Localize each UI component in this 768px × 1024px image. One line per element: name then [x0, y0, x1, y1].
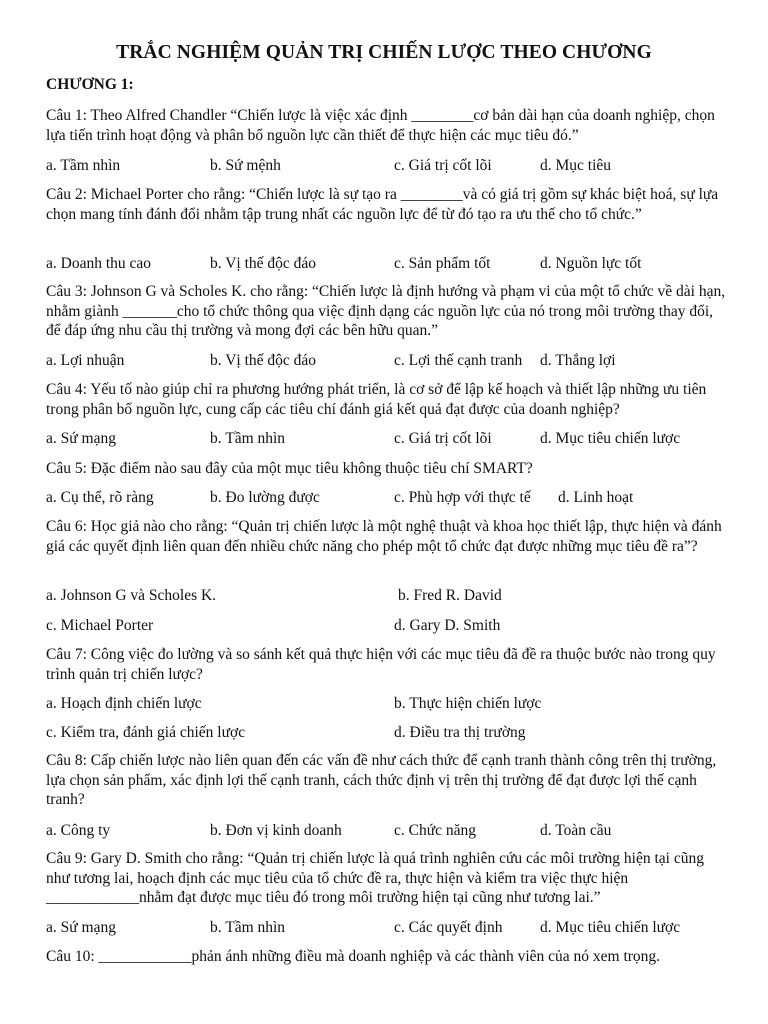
question-4-option-d: d. Mục tiêu chiến lược	[540, 430, 681, 447]
question-8-option-c: c. Chức năng	[394, 822, 477, 839]
question-8: Câu 8: Cấp chiến lược nào liên quan đến các vấn đề như cách thức để cạnh tranh thành công trên thị trường, lựa chọn sản phẩm, xác định lợi thế cạnh tranh, cách thức định vị trên thị trường để đạt được lợi thế cạnh tranh?	[46, 752, 717, 808]
question-6: Câu 6: Học giả nào cho rằng: “Quản trị chiến lược là một nghệ thuật và khoa học thiết lập, thực hiện và đánh giá các quyết định liên quan đến nhiều chức năng cho phép một tổ chức đạt được những mục tiêu đề ra”?	[46, 518, 722, 555]
question-5-option-d: d. Linh hoạt	[558, 489, 634, 506]
question-1-option-d: d. Mục tiêu	[540, 157, 612, 174]
question-7-option-b: b. Thực hiện chiến lược	[394, 695, 542, 712]
question-9-option-a: a. Sứ mạng	[46, 919, 116, 936]
question-7-option-d: d. Điều tra thị trường	[394, 724, 526, 741]
question-10: Câu 10: ____________phản ánh những điều mà doanh nghiệp và các thành viên của nó xem trọng.	[46, 948, 661, 965]
question-4: Câu 4: Yếu tố nào giúp chỉ ra phương hướng phát triển, là cơ sở để lập kế hoạch và thiết lập những ưu tiên trong phân bổ nguồn lực, cung cấp các tiêu chí đánh giá kết quả đạt được của doanh nghiệp?	[46, 381, 707, 418]
question-9-option-c: c. Các quyết định	[394, 919, 503, 936]
question-4-option-b: b. Tầm nhìn	[210, 430, 286, 447]
question-5-option-a: a. Cụ thể, rõ ràng	[46, 489, 154, 506]
question-5-option-c: c. Phù hợp với thực tế	[394, 489, 531, 506]
question-8-option-b: b. Đơn vị kinh doanh	[210, 822, 342, 839]
page-title: TRẮC NGHIỆM QUẢN TRỊ CHIẾN LƯỢC THEO CHƯƠNG	[116, 42, 652, 63]
question-8-option-a: a. Công ty	[46, 822, 111, 839]
question-3-option-c: c. Lợi thế cạnh tranh	[394, 352, 523, 369]
question-3-option-a: a. Lợi nhuận	[46, 352, 125, 369]
question-3-option-d: d. Thắng lợi	[540, 352, 616, 369]
question-2-option-c: c. Sản phẩm tốt	[394, 255, 491, 272]
question-6-option-c: c. Michael Porter	[46, 617, 154, 634]
question-7-option-a: a. Hoạch định chiến lược	[46, 695, 202, 712]
chapter-heading: CHƯƠNG 1:	[46, 76, 134, 93]
question-3: Câu 3: Johnson G và Scholes K. cho rằng: “Chiến lược là định hướng và phạm vi của một tổ chức về dài hạn, nhằm giành _______cho tổ chức thông qua việc định dạng các nguồn lực của nó trong môi trường thay đổi, để đáp ứng nhu cầu thị trường và mong đợi các bên hữu quan.”	[46, 283, 726, 339]
question-7: Câu 7: Công việc đo lường và so sánh kết quả thực hiện với các mục tiêu đã đề ra thuộc bước nào trong quy trình quản trị chiến lược?	[46, 646, 716, 683]
question-5: Câu 5: Đặc điểm nào sau đây của một mục tiêu không thuộc tiêu chí SMART?	[46, 460, 533, 477]
question-4-option-c: c. Giá trị cốt lõi	[394, 430, 492, 447]
question-1-option-a: a. Tầm nhìn	[46, 157, 121, 174]
question-9-option-b: b. Tầm nhìn	[210, 919, 286, 936]
question-7-option-c: c. Kiểm tra, đánh giá chiến lược	[46, 724, 246, 741]
question-9: Câu 9: Gary D. Smith cho rằng: “Quản trị chiến lược là quá trình nghiên cứu các môi trường hiện tại cũng như tương lai, hoạch định các mục tiêu của tổ chức đề ra, thực hiện và kiểm tra việc thực hiện ____________nhằm đạt được mục tiêu đó trong môi trường hiện tại cũng như tương lai.”	[46, 850, 704, 906]
question-6-option-d: d. Gary D. Smith	[394, 617, 501, 634]
question-2-option-b: b. Vị thế độc đáo	[210, 255, 317, 272]
question-2: Câu 2: Michael Porter cho rằng: “Chiến lược là sự tạo ra ________và có giá trị gồm sự khác biệt hoá, sự lựa chọn mang tính đánh đổi nhằm tập trung nhất các nguồn lực để từ đó tạo ra ưu thế cho tổ chức.”	[46, 186, 719, 223]
question-6-option-a: a. Johnson G và Scholes K.	[46, 587, 217, 604]
question-2-option-d: d. Nguồn lực tốt	[540, 255, 642, 272]
question-1-option-b: b. Sứ mệnh	[210, 157, 281, 174]
question-9-option-d: d. Mục tiêu chiến lược	[540, 919, 681, 936]
question-5-option-b: b. Đo lường được	[210, 489, 320, 506]
question-6-option-b: b. Fred R. David	[398, 587, 502, 604]
question-2-option-a: a. Doanh thu cao	[46, 255, 152, 272]
question-4-option-a: a. Sứ mạng	[46, 430, 116, 447]
question-8-option-d: d. Toàn cầu	[540, 822, 612, 839]
question-1-option-c: c. Giá trị cốt lõi	[394, 157, 492, 174]
question-3-option-b: b. Vị thế độc đáo	[210, 352, 317, 369]
question-1: Câu 1: Theo Alfred Chandler “Chiến lược là việc xác định ________cơ bản dài hạn của doanh nghiệp, chọn lựa tiến trình hoạt động và phân bổ nguồn lực cần thiết để thực hiện các mục tiêu đó.”	[46, 107, 715, 144]
